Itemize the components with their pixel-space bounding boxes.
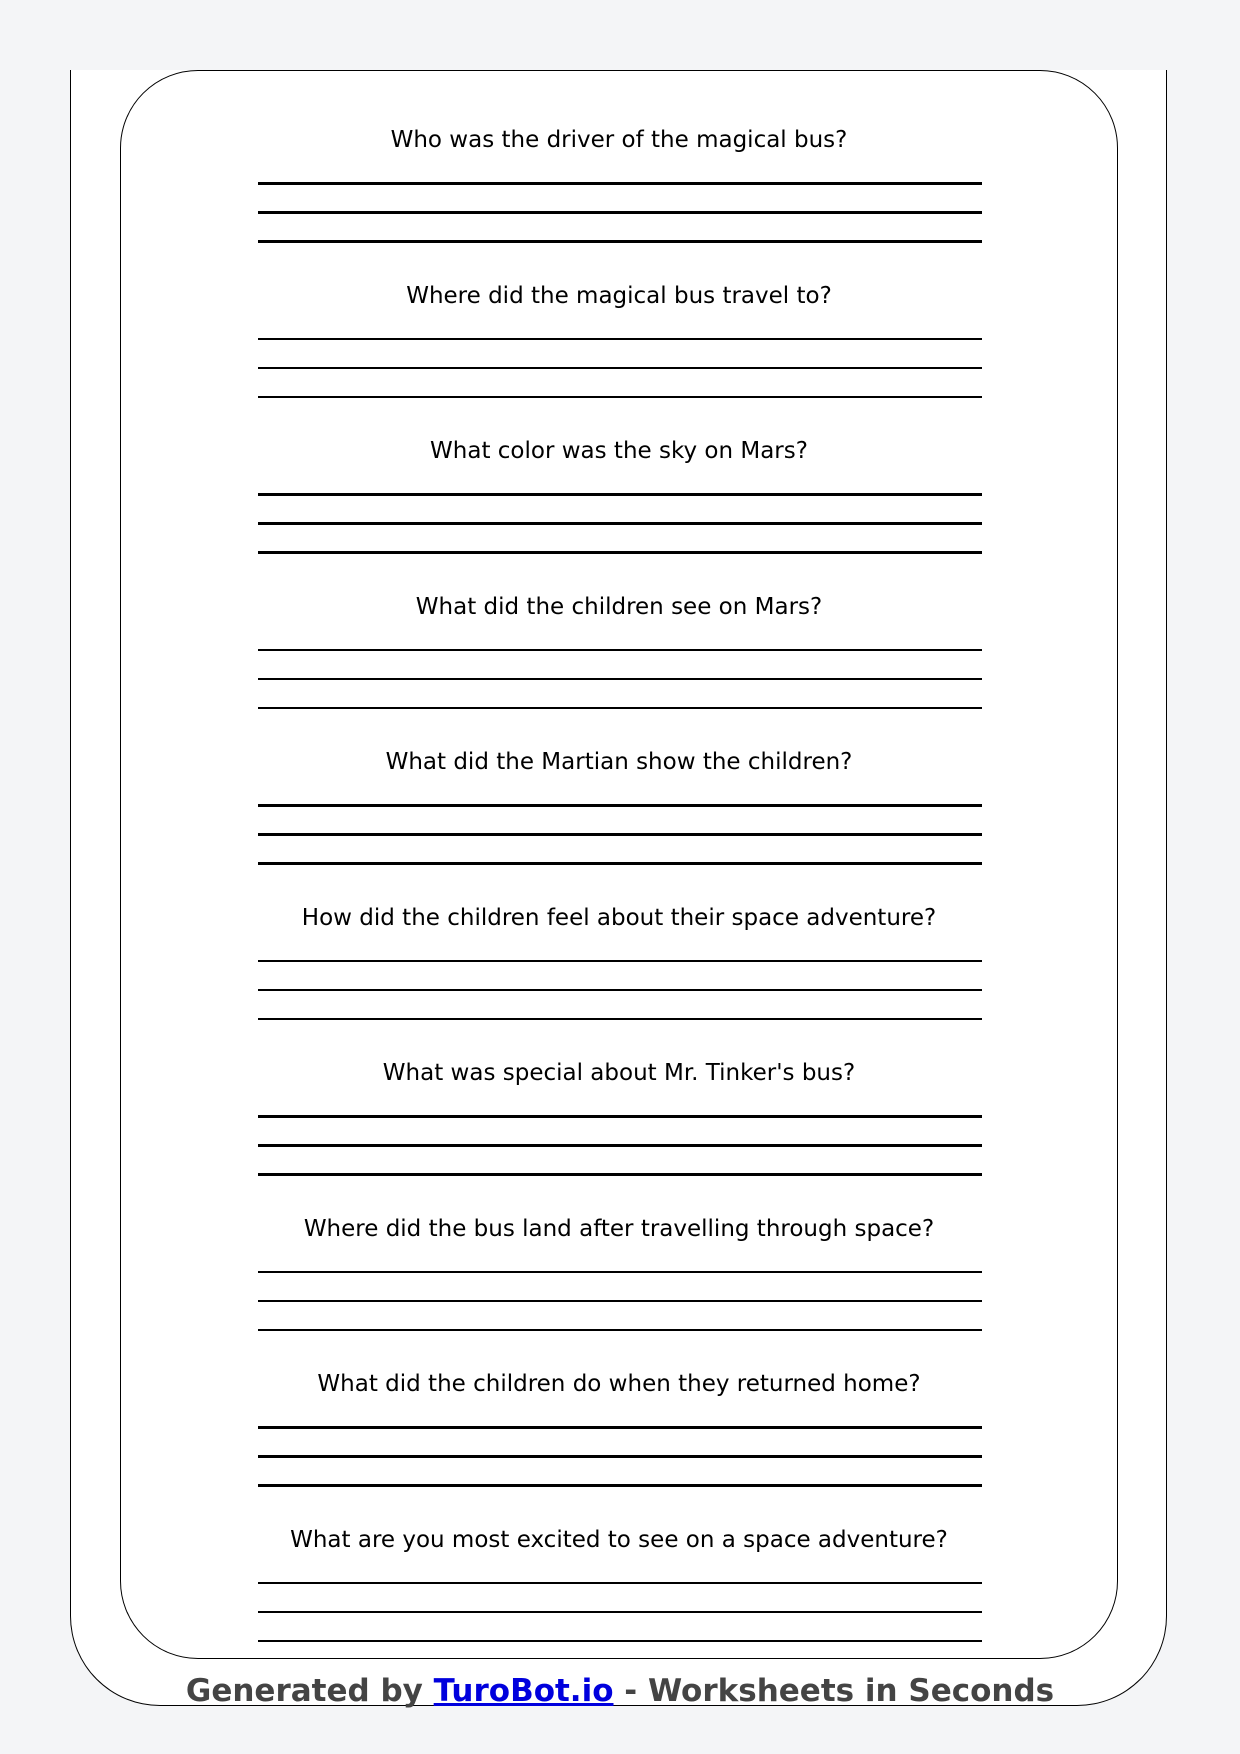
question-text: Who was the driver of the magical bus?	[390, 127, 848, 153]
answer-line[interactable]	[258, 989, 982, 992]
question-block	[120, 1058, 1118, 1088]
answer-line[interactable]	[258, 1484, 982, 1487]
footer-suffix: - Worksheets in Seconds	[613, 1673, 1055, 1709]
answer-line[interactable]	[258, 833, 982, 836]
answer-line[interactable]	[258, 1640, 982, 1643]
answer-line[interactable]	[258, 1426, 982, 1429]
answer-line[interactable]	[258, 522, 982, 525]
question-block	[120, 592, 1118, 622]
question-text: Where did the bus land after travelling through space?	[303, 1215, 935, 1242]
question-block	[120, 1525, 1118, 1555]
question-text: What did the children do when they returned home?	[317, 1371, 921, 1397]
answer-line[interactable]	[258, 707, 982, 710]
answer-line[interactable]	[258, 1144, 982, 1147]
question-block	[120, 1369, 1118, 1399]
answer-line[interactable]	[258, 1329, 982, 1332]
answer-line[interactable]	[258, 551, 982, 554]
question-text: Where did the magical bus travel to?	[406, 282, 832, 309]
question-block	[120, 436, 1118, 466]
answer-line[interactable]	[258, 1300, 982, 1303]
question-text: What was special about Mr. Tinker's bus?	[382, 1060, 856, 1086]
answer-line[interactable]	[258, 1582, 982, 1585]
answer-line[interactable]	[258, 862, 982, 865]
question-block	[120, 1214, 1118, 1244]
answer-line[interactable]	[258, 240, 982, 243]
answer-line[interactable]	[258, 804, 982, 807]
question-text: How did the children feel about their space adventure?	[301, 904, 937, 931]
answer-line[interactable]	[258, 1018, 982, 1021]
footer-prefix: Generated by	[185, 1673, 434, 1709]
question-text: What are you most excited to see on a space adventure?	[290, 1526, 948, 1553]
answer-line[interactable]	[258, 649, 982, 652]
answer-line[interactable]	[258, 211, 982, 214]
question-text: What did the children see on Mars?	[415, 593, 823, 620]
answer-line[interactable]	[258, 1271, 982, 1274]
answer-line[interactable]	[258, 493, 982, 496]
answer-line[interactable]	[258, 1173, 982, 1176]
answer-line[interactable]	[258, 960, 982, 963]
question-block	[120, 747, 1118, 777]
answer-line[interactable]	[258, 1115, 982, 1118]
answer-line[interactable]	[258, 678, 982, 681]
answer-line[interactable]	[258, 1611, 982, 1614]
answer-line[interactable]	[258, 396, 982, 399]
answer-line[interactable]	[258, 182, 982, 185]
turobot-link[interactable]: TuroBot.io	[433, 1673, 614, 1709]
question-block	[120, 125, 1118, 155]
answer-line[interactable]	[258, 338, 982, 341]
question-block	[120, 281, 1118, 311]
question-text: What did the Martian show the children?	[385, 749, 853, 775]
answer-line[interactable]	[258, 367, 982, 370]
answer-line[interactable]	[258, 1455, 982, 1458]
question-text: What color was the sky on Mars?	[430, 438, 808, 464]
footer	[0, 1673, 1240, 1709]
question-block	[120, 903, 1118, 933]
